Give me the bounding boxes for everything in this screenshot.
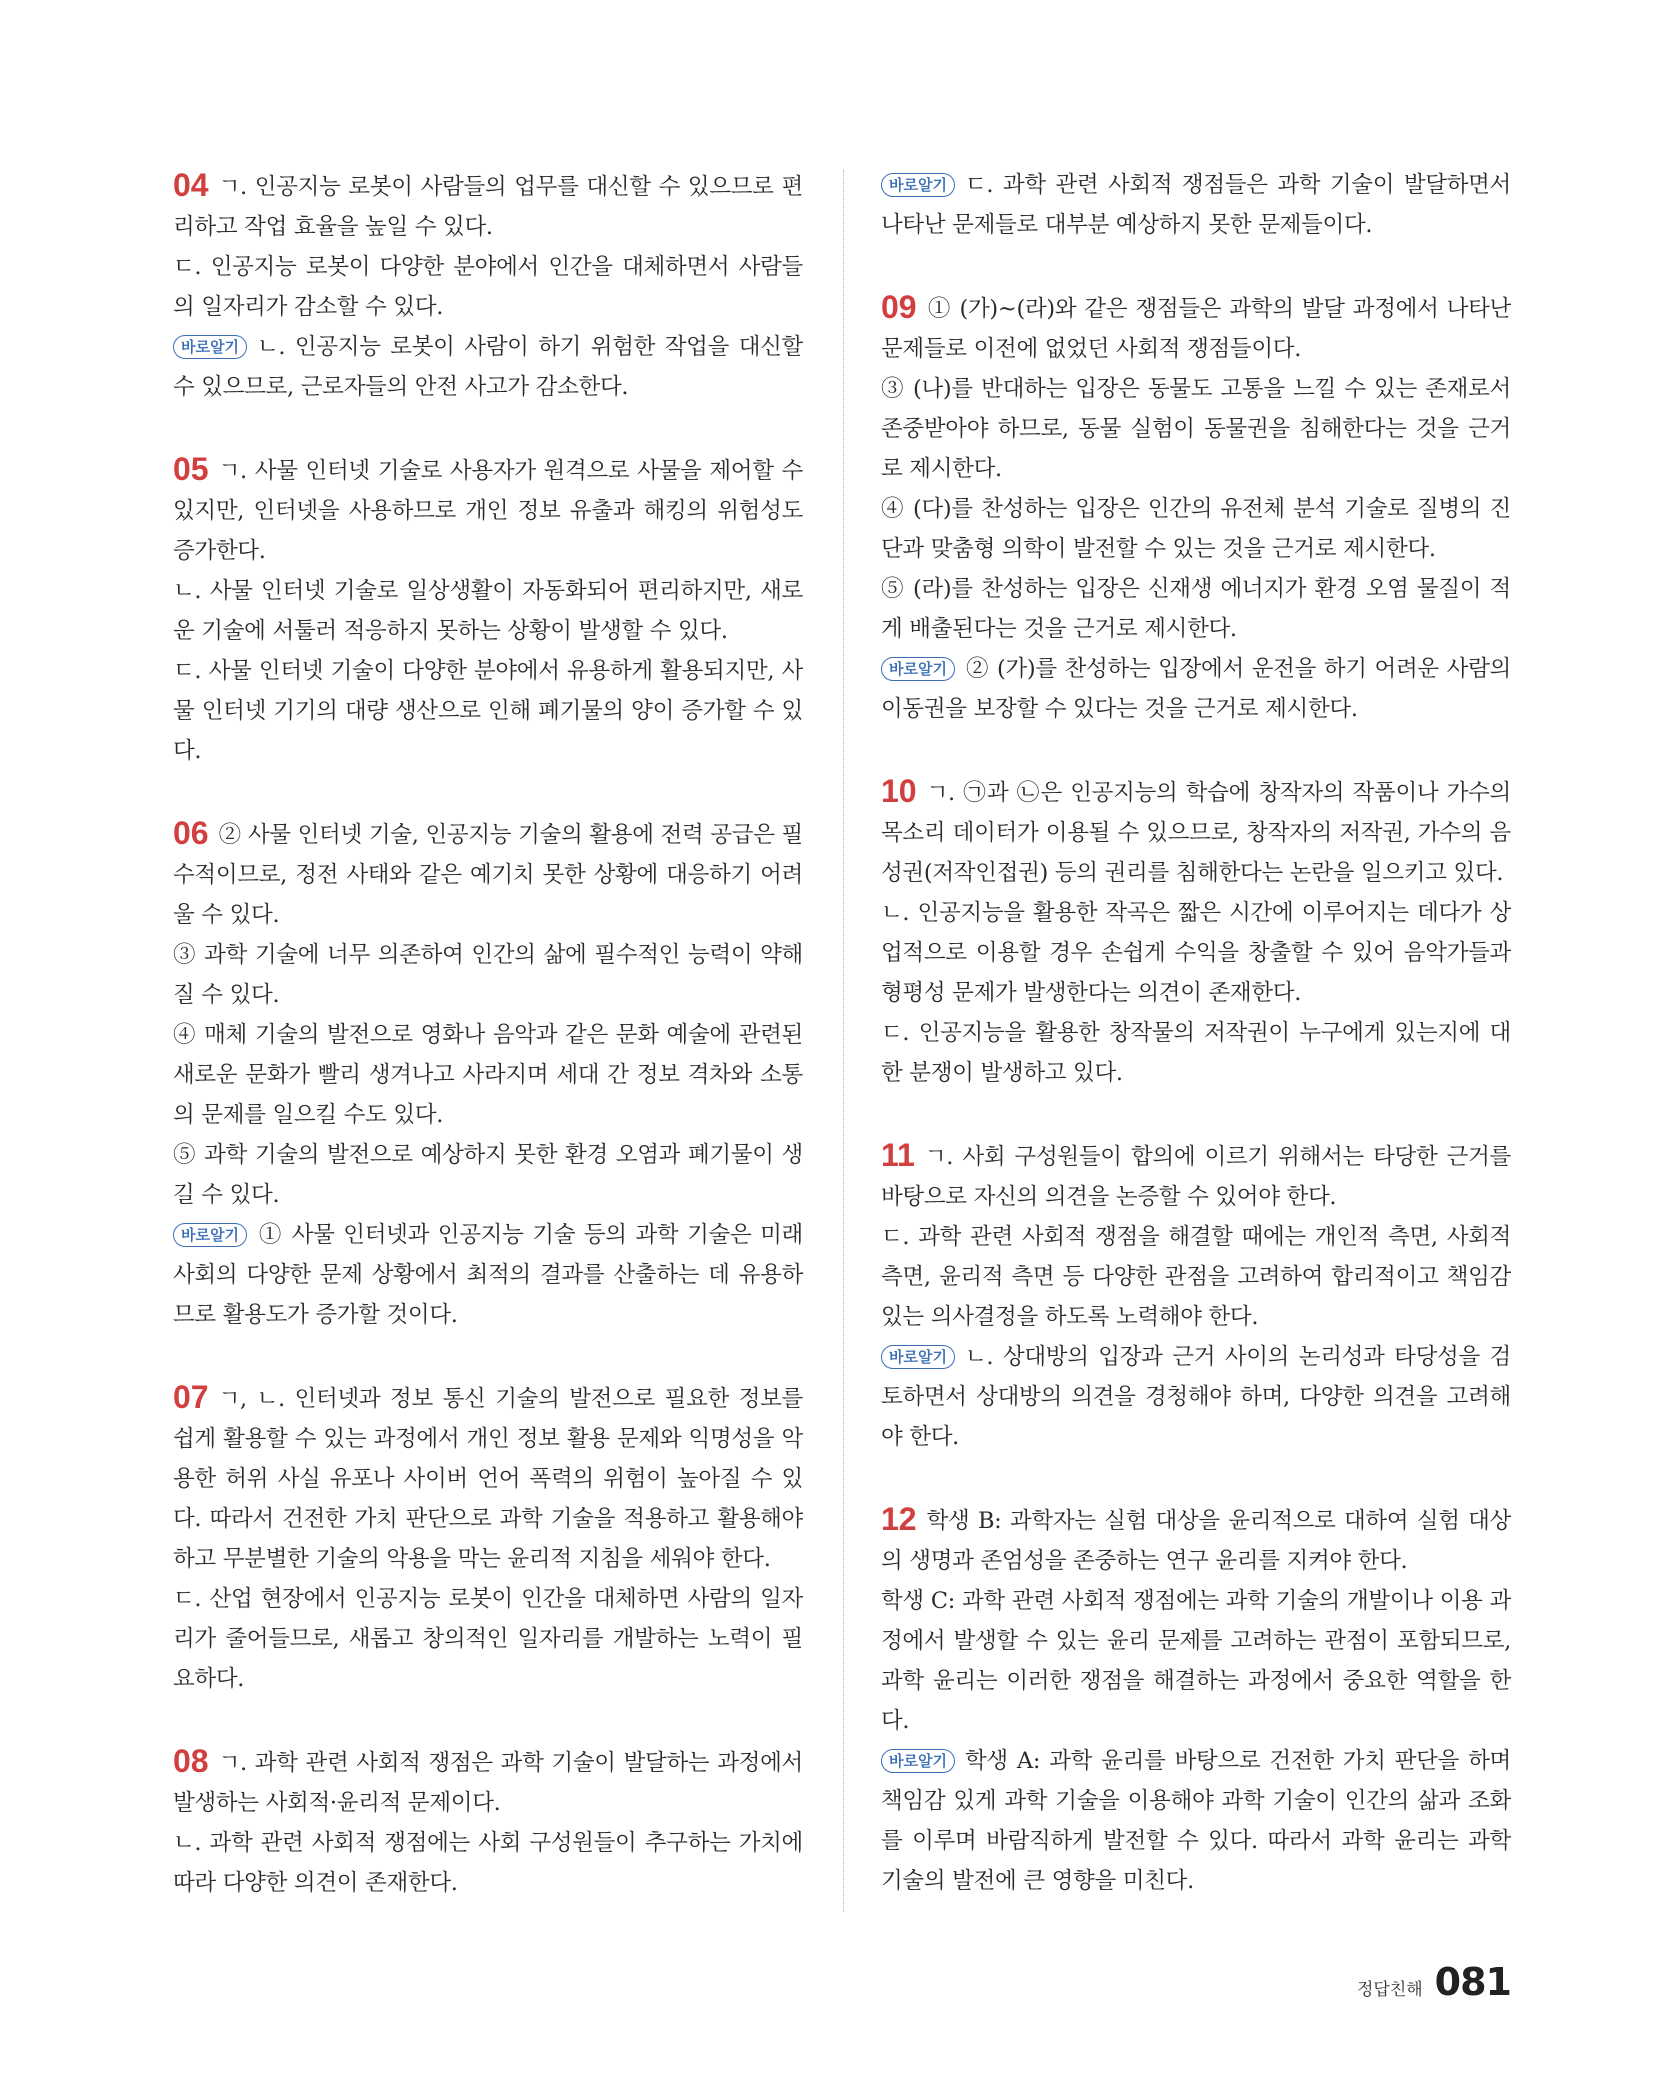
- question-number: 05: [173, 451, 209, 487]
- question-number: 07: [173, 1379, 209, 1415]
- paragraph-text: ⑤ (라)를 찬성하는 입장은 신재생 에너지가 환경 오염 물질이 적게 배출된다는 것을 근거로 제시한다.: [881, 576, 1511, 642]
- paragraph-text: ㄱ. 인공지능 로봇이 사람들의 업무를 대신할 수 있으므로 편리하고 작업 효율을 높일 수 있다.: [173, 174, 803, 240]
- answer-paragraph: [173, 813, 803, 935]
- paragraph-text: ③ 과학 기술에 너무 의존하여 인간의 삶에 필수적인 능력이 약해질 수 있다.: [173, 942, 803, 1008]
- answer-block: [881, 1135, 1511, 1457]
- paragraph-text: ㄴ. 인공지능 로봇이 사람이 하기 위험한 작업을 대신할 수 있으므로, 근로자들의 안전 사고가 감소한다.: [173, 334, 803, 400]
- answer-paragraph: [881, 1217, 1511, 1337]
- correction-badge: 바로알기: [881, 173, 955, 197]
- paragraph-text: ⑤ 과학 기술의 발전으로 예상하지 못한 환경 오염과 폐기물이 생길 수 있다.: [173, 1142, 803, 1208]
- page-number: 081: [1434, 1960, 1511, 2004]
- paragraph-text: ㄷ. 과학 관련 사회적 쟁점들은 과학 기술이 발달하면서 나타난 문제들로 대부분 예상하지 못한 문제들이다.: [881, 172, 1511, 238]
- answer-paragraph: [173, 1135, 803, 1215]
- paragraph-text: ㄱ. 과학 관련 사회적 쟁점은 과학 기술이 발달하는 과정에서 발생하는 사회적·윤리적 문제이다.: [173, 1750, 803, 1816]
- paragraph-text: ③ (나)를 반대하는 입장은 동물도 고통을 느낄 수 있는 존재로서 존중받아야 하므로, 동물 실험이 동물권을 침해한다는 것을 근거로 제시한다.: [881, 376, 1511, 482]
- answer-paragraph: [173, 449, 803, 571]
- answer-paragraph: [881, 1135, 1511, 1217]
- answer-paragraph: [173, 651, 803, 771]
- paragraph-text: 학생 B: 과학자는 실험 대상을 윤리적으로 대하여 실험 대상의 생명과 존엄성을 존중하는 연구 윤리를 지켜야 한다.: [881, 1508, 1511, 1574]
- paragraph-text: ㄷ. 사물 인터넷 기술이 다양한 분야에서 유용하게 활용되지만, 사물 인터넷 기기의 대량 생산으로 인해 폐기물의 양이 증가할 수 있다.: [173, 658, 803, 764]
- column-divider: [843, 170, 844, 1912]
- paragraph-text: 학생 A: 과학 윤리를 바탕으로 건전한 가치 판단을 하며 책임감 있게 과학 기술을 이용해야 과학 기술이 인간의 삶과 조화를 이루며 바람직하게 발전할 수 있다. 따라서 과학 윤리는 과학 기술의 발전에 큰 영향을 미친다.: [881, 1748, 1511, 1894]
- question-number: 10: [881, 773, 917, 809]
- question-number: 08: [173, 1743, 209, 1779]
- answer-paragraph: [881, 1741, 1511, 1901]
- paragraph-text: ① (가)~(라)와 같은 쟁점들은 과학의 발달 과정에서 나타난 문제들로 이전에 없었던 사회적 쟁점들이다.: [881, 296, 1511, 362]
- answer-paragraph: [173, 1741, 803, 1823]
- answer-paragraph: [881, 165, 1511, 245]
- answer-paragraph: [173, 1377, 803, 1579]
- footer-label: 정답친해: [1356, 1980, 1423, 2000]
- answer-paragraph: [173, 935, 803, 1015]
- paragraph-text: ㄷ. 과학 관련 사회적 쟁점을 해결할 때에는 개인적 측면, 사회적 측면, 윤리적 측면 등 다양한 관점을 고려하여 합리적이고 책임감 있는 의사결정을 하도록 노력해야 한다.: [881, 1224, 1511, 1330]
- answer-paragraph: [881, 369, 1511, 489]
- correction-badge: 바로알기: [881, 1345, 955, 1369]
- answer-block: [881, 165, 1511, 245]
- answer-paragraph: [881, 771, 1511, 893]
- answer-block: [881, 771, 1511, 1093]
- page-footer: [1357, 1960, 1511, 2004]
- paragraph-text: ㄷ. 인공지능 로봇이 다양한 분야에서 인간을 대체하면서 사람들의 일자리가 감소할 수 있다.: [173, 254, 803, 320]
- answer-paragraph: [881, 893, 1511, 1013]
- answer-paragraph: [881, 569, 1511, 649]
- answer-block: [881, 1499, 1511, 1901]
- answer-block: [173, 1741, 803, 1903]
- question-number: 12: [881, 1501, 917, 1537]
- answer-paragraph: [173, 1579, 803, 1699]
- answer-paragraph: [173, 571, 803, 651]
- question-number: 04: [173, 167, 209, 203]
- answer-paragraph: [881, 1337, 1511, 1457]
- paragraph-text: ㄱ. ㉠과 ㉡은 인공지능의 학습에 창작자의 작품이나 가수의 목소리 데이터가 이용될 수 있으므로, 창작자의 저작권, 가수의 음성권(저작인접권) 등의 권리를 침해한다는 논란을 일으키고 있다.: [881, 780, 1511, 886]
- answer-paragraph: [881, 1499, 1511, 1581]
- question-number: 06: [173, 815, 209, 851]
- correction-badge: 바로알기: [173, 335, 247, 359]
- answer-block: [173, 1377, 803, 1699]
- paragraph-text: 학생 C: 과학 관련 사회적 쟁점에는 과학 기술의 개발이나 이용 과정에서 발생할 수 있는 윤리 문제를 고려하는 관점이 포함되므로, 과학 윤리는 이러한 쟁점을 해결하는 과정에서 중요한 역할을 한다.: [881, 1588, 1511, 1734]
- answer-paragraph: [173, 1215, 803, 1335]
- correction-badge: 바로알기: [881, 1749, 955, 1773]
- answer-block: [173, 449, 803, 771]
- paragraph-text: ㄴ. 상대방의 입장과 근거 사이의 논리성과 타당성을 검토하면서 상대방의 의견을 경청해야 하며, 다양한 의견을 고려해야 한다.: [881, 1344, 1511, 1450]
- answer-paragraph: [881, 1013, 1511, 1093]
- answer-paragraph: [881, 287, 1511, 369]
- paragraph-text: ① 사물 인터넷과 인공지능 기술 등의 과학 기술은 미래 사회의 다양한 문제 상황에서 최적의 결과를 산출하는 데 유용하므로 활용도가 증가할 것이다.: [173, 1222, 803, 1328]
- answer-paragraph: [173, 1823, 803, 1903]
- answer-paragraph: [881, 649, 1511, 729]
- answer-paragraph: [173, 165, 803, 247]
- paragraph-text: ④ 매체 기술의 발전으로 영화나 음악과 같은 문화 예술에 관련된 새로운 문화가 빨리 생겨나고 사라지며 세대 간 정보 격차와 소통의 문제를 일으킬 수도 있다.: [173, 1022, 803, 1128]
- answer-paragraph: [881, 1581, 1511, 1741]
- paragraph-text: ㄷ. 인공지능을 활용한 창작물의 저작권이 누구에게 있는지에 대한 분쟁이 발생하고 있다.: [881, 1020, 1511, 1086]
- left-column: [173, 165, 803, 1903]
- answer-block: [881, 287, 1511, 729]
- paragraph-text: ㄴ. 인공지능을 활용한 작곡은 짧은 시간에 이루어지는 데다가 상업적으로 이용할 경우 손쉽게 수익을 창출할 수 있어 음악가들과 형평성 문제가 발생한다는 의견이 존재한다.: [881, 900, 1511, 1006]
- answer-block: [173, 813, 803, 1335]
- correction-badge: 바로알기: [173, 1223, 247, 1247]
- question-number: 11: [881, 1137, 915, 1173]
- paragraph-text: ㄴ. 사물 인터넷 기술로 일상생활이 자동화되어 편리하지만, 새로운 기술에 서툴러 적응하지 못하는 상황이 발생할 수 있다.: [173, 578, 803, 644]
- paragraph-text: ④ (다)를 찬성하는 입장은 인간의 유전체 분석 기술로 질병의 진단과 맞춤형 의학이 발전할 수 있는 것을 근거로 제시한다.: [881, 496, 1511, 562]
- answer-paragraph: [173, 327, 803, 407]
- question-number: 09: [881, 289, 917, 325]
- answer-block: [173, 165, 803, 407]
- paragraph-text: ㄷ. 산업 현장에서 인공지능 로봇이 인간을 대체하면 사람의 일자리가 줄어들므로, 새롭고 창의적인 일자리를 개발하는 노력이 필요하다.: [173, 1586, 803, 1692]
- right-column: [881, 165, 1511, 1901]
- answer-paragraph: [173, 1015, 803, 1135]
- answer-paragraph: [881, 489, 1511, 569]
- paragraph-text: ㄴ. 과학 관련 사회적 쟁점에는 사회 구성원들이 추구하는 가치에 따라 다양한 의견이 존재한다.: [173, 1830, 803, 1896]
- paragraph-text: ㄱ. 사물 인터넷 기술로 사용자가 원격으로 사물을 제어할 수 있지만, 인터넷을 사용하므로 개인 정보 유출과 해킹의 위험성도 증가한다.: [173, 458, 803, 564]
- correction-badge: 바로알기: [881, 657, 955, 681]
- paragraph-text: ㄱ, ㄴ. 인터넷과 정보 통신 기술의 발전으로 필요한 정보를 쉽게 활용할 수 있는 과정에서 개인 정보 활용 문제와 익명성을 악용한 허위 사실 유포나 사이버 언어 폭력의 위험이 높아질 수 있다. 따라서 건전한 가치 판단으로 과학 기술을 적용하고 활용해야 하고 무분별한 기술의 악용을 막는 윤리적 지침을 세워야 한다.: [173, 1386, 803, 1572]
- answer-paragraph: [173, 247, 803, 327]
- paragraph-text: ㄱ. 사회 구성원들이 합의에 이르기 위해서는 타당한 근거를 바탕으로 자신의 의견을 논증할 수 있어야 한다.: [881, 1144, 1511, 1210]
- paragraph-text: ② 사물 인터넷 기술, 인공지능 기술의 활용에 전력 공급은 필수적이므로, 정전 사태와 같은 예기치 못한 상황에 대응하기 어려울 수 있다.: [173, 822, 803, 928]
- paragraph-text: ② (가)를 찬성하는 입장에서 운전을 하기 어려운 사람의 이동권을 보장할 수 있다는 것을 근거로 제시한다.: [881, 656, 1511, 722]
